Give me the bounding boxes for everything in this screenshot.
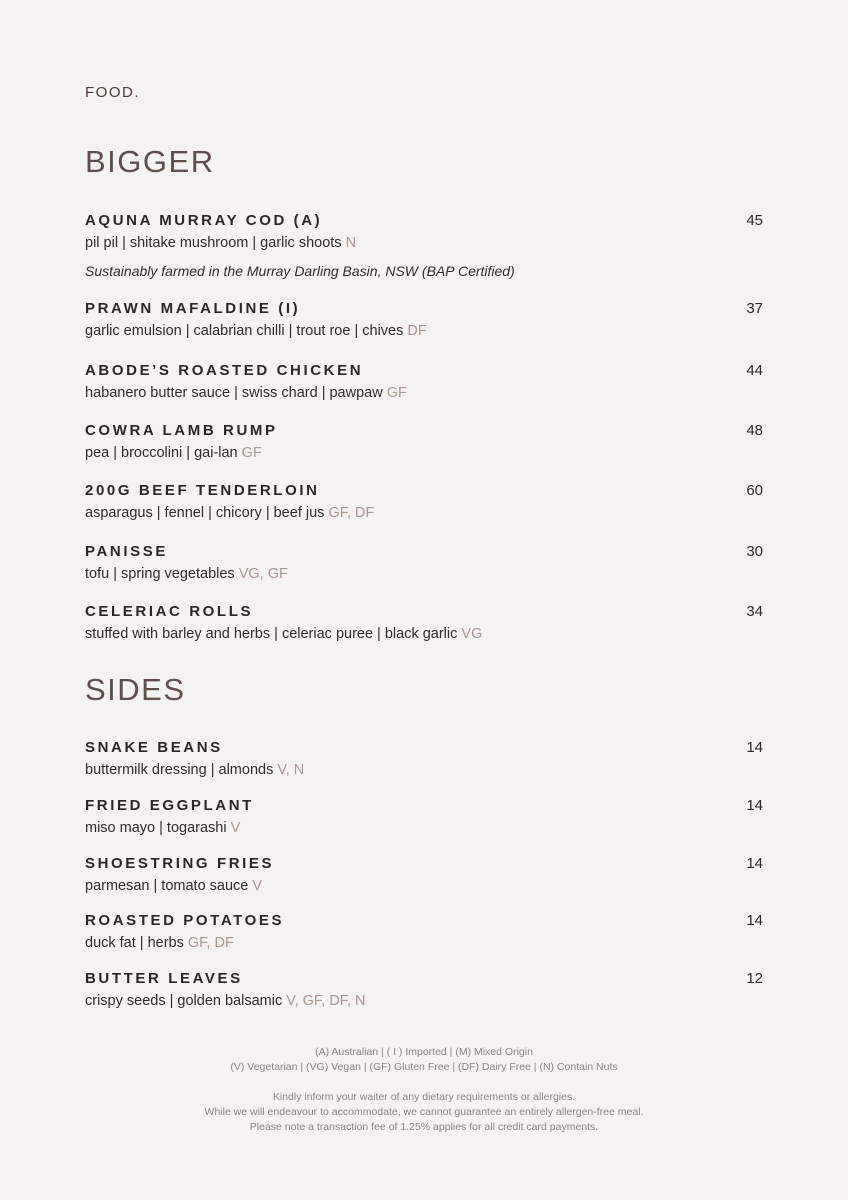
item-name: FRIED EGGPLANT <box>85 797 254 814</box>
item-name: BUTTER LEAVES <box>85 970 243 987</box>
item-ingredients: parmesan | tomato sauce <box>85 878 249 894</box>
menu-item <box>85 912 763 952</box>
item-price: 48 <box>746 422 763 439</box>
item-price: 14 <box>746 797 763 814</box>
item-ingredients: pil pil | shitake mushroom | garlic shoots <box>85 235 342 251</box>
menu-item <box>85 970 763 1010</box>
item-name: SHOESTRING FRIES <box>85 855 275 872</box>
item-name: PANISSE <box>85 543 168 560</box>
item-description <box>85 234 763 252</box>
dietary-tags: N <box>345 235 357 251</box>
item-price: 14 <box>746 739 763 756</box>
item-ingredients: tofu | spring vegetables <box>85 566 235 582</box>
item-description <box>85 384 763 402</box>
item-price: 34 <box>746 603 763 620</box>
item-name: AQUNA MURRAY COD (A) <box>85 212 323 229</box>
notice-line: While we will endeavour to accommodate, we cannot guarantee an entirely allergen-free meal. <box>204 1106 644 1118</box>
menu-item <box>85 212 763 279</box>
legend-origin: (A) Australian | ( I ) Imported | (M) Mixed Origin <box>315 1046 533 1058</box>
item-price: 45 <box>746 212 763 229</box>
item-name: SNAKE BEANS <box>85 739 223 756</box>
item-ingredients: stuffed with barley and herbs | celeriac puree | black garlic <box>85 626 458 642</box>
item-description <box>85 934 763 952</box>
dietary-tags: V, GF, DF, N <box>286 993 366 1009</box>
dietary-tags: V <box>230 820 241 836</box>
menu-item <box>85 855 763 895</box>
item-description <box>85 877 763 895</box>
item-ingredients: garlic emulsion | calabrian chilli | trout roe | chives <box>85 323 404 339</box>
menu-item <box>85 543 763 583</box>
menu-item <box>85 482 763 522</box>
item-description <box>85 504 763 522</box>
item-ingredients: crispy seeds | golden balsamic <box>85 993 283 1009</box>
dietary-tags: GF <box>241 445 262 461</box>
dietary-tags: V <box>252 878 263 894</box>
dietary-tags: DF <box>407 323 427 339</box>
item-price: 14 <box>746 912 763 929</box>
menu-item <box>85 422 763 462</box>
item-description <box>85 322 763 340</box>
dietary-legend <box>0 1045 848 1075</box>
section-title-sides: SIDES <box>85 672 186 707</box>
menu-item <box>85 362 763 402</box>
dietary-tags: GF <box>386 385 407 401</box>
item-description <box>85 444 763 462</box>
item-name: PRAWN MAFALDINE (I) <box>85 300 301 317</box>
item-name: COWRA LAMB RUMP <box>85 422 278 439</box>
item-description <box>85 992 763 1010</box>
menu-item <box>85 797 763 837</box>
item-ingredients: miso mayo | togarashi <box>85 820 227 836</box>
item-ingredients: habanero butter sauce | swiss chard | pawpaw <box>85 385 383 401</box>
item-name: ABODE’S ROASTED CHICKEN <box>85 362 364 379</box>
item-ingredients: asparagus | fennel | chicory | beef jus <box>85 505 325 521</box>
item-price: 60 <box>746 482 763 499</box>
item-description <box>85 761 763 779</box>
item-price: 30 <box>746 543 763 560</box>
item-ingredients: duck fat | herbs <box>85 935 184 951</box>
item-ingredients: pea | broccolini | gai-lan <box>85 445 238 461</box>
allergy-notice <box>0 1090 848 1135</box>
item-ingredients: buttermilk dressing | almonds <box>85 762 274 778</box>
menu-item <box>85 739 763 779</box>
dietary-tags: GF, DF <box>187 935 234 951</box>
item-price: 12 <box>746 970 763 987</box>
item-price: 14 <box>746 855 763 872</box>
item-name: 200G BEEF TENDERLOIN <box>85 482 320 499</box>
dietary-tags: V, N <box>277 762 305 778</box>
menu-category-label: FOOD. <box>85 84 140 101</box>
notice-line: Please note a transaction fee of 1.25% applies for all credit card payments. <box>249 1121 599 1133</box>
notice-line: Kindly inform your waiter of any dietary requirements or allergies. <box>272 1091 576 1103</box>
dietary-tags: VG <box>461 626 483 642</box>
menu-item <box>85 300 763 340</box>
menu-item <box>85 603 763 643</box>
item-price: 44 <box>746 362 763 379</box>
dietary-tags: GF, DF <box>328 505 375 521</box>
dietary-tags: VG, GF <box>238 566 288 582</box>
section-title-bigger: BIGGER <box>85 144 215 179</box>
item-description <box>85 819 763 837</box>
item-name: ROASTED POTATOES <box>85 912 285 929</box>
item-note: Sustainably farmed in the Murray Darling Basin, NSW (BAP Certified) <box>85 263 515 279</box>
item-price: 37 <box>746 300 763 317</box>
legend-dietary: (V) Vegetarian | (VG) Vegan | (GF) Gluten Free | (DF) Dairy Free | (N) Contain Nuts <box>230 1061 618 1073</box>
item-description <box>85 565 763 583</box>
item-name: CELERIAC ROLLS <box>85 603 254 620</box>
item-description <box>85 625 763 643</box>
